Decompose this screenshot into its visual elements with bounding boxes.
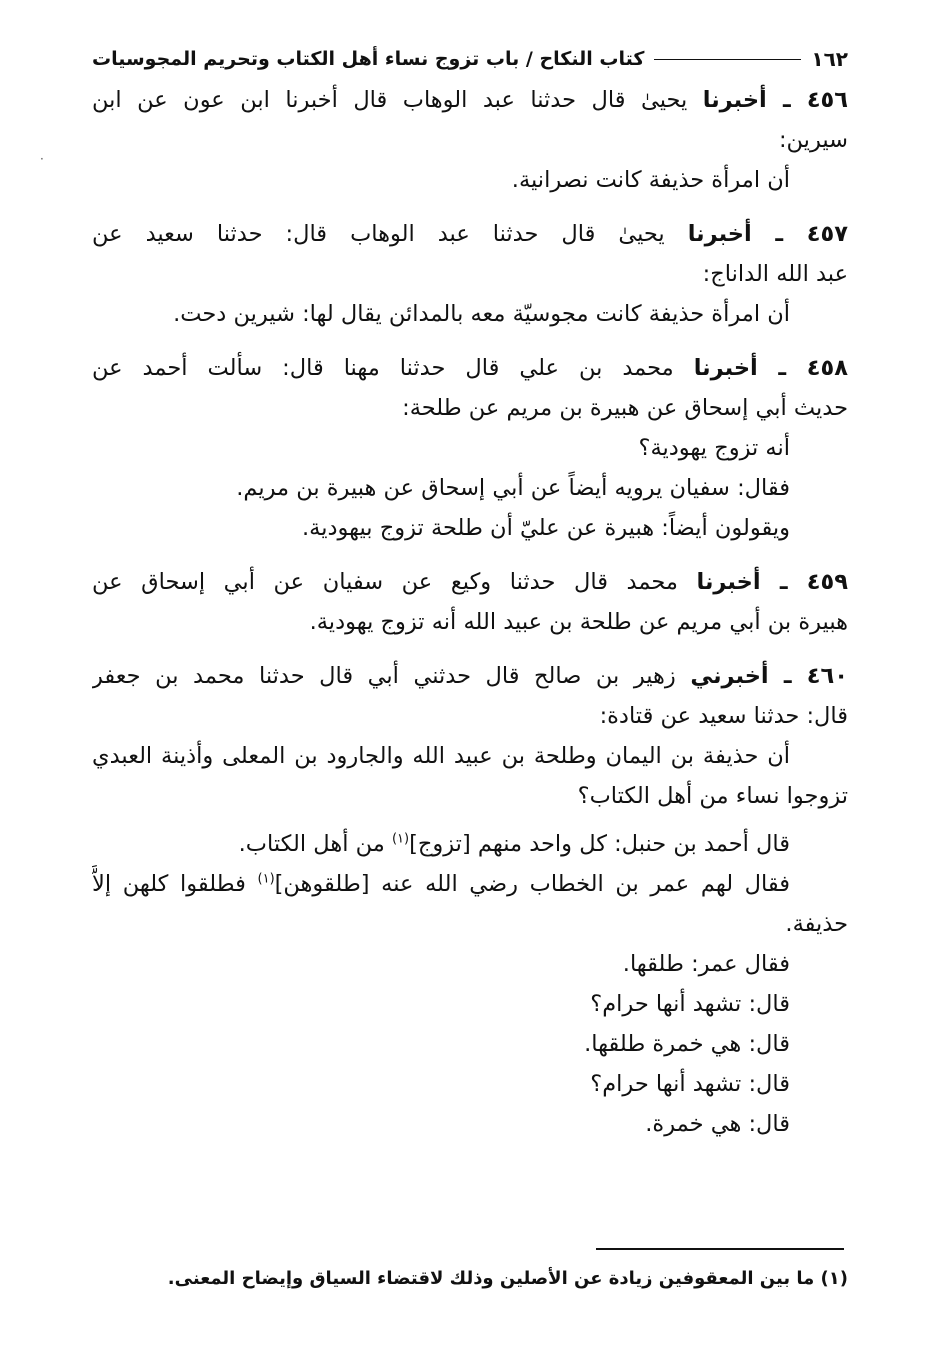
page-number: ١٦٢ — [811, 47, 848, 71]
footnote-ref: (١) — [257, 871, 275, 887]
hadith-line — [92, 80, 848, 120]
matn-text: تزوجوا نساء من أهل الكتاب؟ — [577, 783, 848, 809]
hadith-457 — [92, 214, 848, 334]
matn-segment: فطلقوا كلهن إلاَّ — [92, 871, 258, 897]
dialogue-line: فقال عمر: طلقها. — [622, 951, 790, 977]
matn-text: أن امرأة حذيفة كانت مجوسيّة معه بالمدائن يقال لها: شيرين دحت. — [173, 301, 790, 327]
footnote-ref: (١) — [391, 831, 410, 847]
hadith-number: ٤٥٧ — [806, 221, 848, 247]
hadith-line: هبيرة بن أبي مريم عن طلحة بن عبيد الله أنه تزوج يهودية. — [309, 609, 848, 635]
matn-segment: من أهل الكتاب. — [238, 831, 392, 857]
isnad-text: محمد بن علي قال حدثنا مهنا قال: سألت أحمد عن — [92, 355, 694, 381]
isnad-text: زهير بن صالح قال حدثني أبي قال حدثنا محمد بن جعفر — [92, 663, 691, 689]
isnad-text: يحيىٰ قال حدثنا عبد الوهاب قال أخبرنا ابن عون عن ابن — [92, 87, 703, 113]
hadith-number: ٤٥٨ — [806, 355, 848, 381]
matn-text: أن امرأة حذيفة كانت نصرانية. — [511, 167, 790, 193]
narration-keyword: أخبرنا — [702, 87, 767, 113]
hadith-line: سيرين: — [778, 127, 848, 153]
hadith-number: ٤٦٠ — [806, 663, 848, 689]
number-separator: ـ — [757, 355, 807, 381]
hadith-number: ٤٥٦ — [806, 87, 848, 113]
narration-keyword: أخبرنا — [693, 355, 758, 381]
dialogue-line: قال: تشهد أنها حرام؟ — [590, 1071, 790, 1097]
footnote: (١) ما بين المعقوفين زيادة عن الأصلين وذلك لاقتضاء السياق وإيضاح المعنى. — [167, 1268, 848, 1289]
matn-text — [92, 824, 848, 864]
hadith-number: ٤٥٩ — [806, 569, 848, 595]
hadith-line: قال: حدثنا سعيد عن قتادة: — [599, 703, 848, 729]
hadith-459 — [92, 562, 848, 642]
hadith-line: حديث أبي إسحاق عن هبيرة بن مريم عن طلحة: — [402, 395, 848, 421]
hadith-460 — [92, 656, 848, 1144]
hadith-line: عبد الله الداناج: — [702, 261, 848, 287]
matn-text: حذيفة. — [785, 911, 848, 937]
footnote-rule — [596, 1248, 844, 1250]
dialogue-line: قال: هي خمرة طلقها. — [584, 1031, 790, 1057]
narration-keyword: أخبرني — [690, 663, 769, 689]
hadith-line — [92, 348, 848, 388]
scan-speck: · — [40, 152, 44, 166]
hadith-line — [92, 214, 848, 254]
header-rule — [654, 59, 801, 60]
matn-segment: فقال لهم عمر بن الخطاب رضي الله عنه [طلقوهن] — [274, 871, 791, 897]
number-separator: ـ — [760, 569, 807, 595]
hadith-456 — [92, 80, 848, 200]
narration-keyword: أخبرنا — [696, 569, 761, 595]
page-header — [92, 44, 848, 74]
number-separator: ـ — [751, 221, 807, 247]
dialogue-line: قال: تشهد أنها حرام؟ — [590, 991, 790, 1017]
number-separator: ـ — [768, 663, 807, 689]
hadith-line — [92, 656, 848, 696]
narration-keyword: أخبرنا — [687, 221, 752, 247]
dialogue-line: قال: هي خمرة. — [645, 1111, 790, 1137]
book-page — [92, 44, 848, 1144]
hadith-458 — [92, 348, 848, 548]
matn-text: فقال: سفيان يرويه أيضاً عن أبي إسحاق عن هبيرة بن مريم. — [236, 475, 790, 501]
matn-text: أن حذيفة بن اليمان وطلحة بن عبيد الله والجارود بن المعلى وأذينة العبدي — [92, 743, 790, 769]
isnad-text: يحيىٰ قال حدثنا عبد الوهاب قال: حدثنا سعيد عن — [92, 221, 688, 247]
running-title: كتاب النكاح / باب تزوج نساء أهل الكتاب وتحريم المجوسيات — [92, 48, 645, 70]
hadith-line — [92, 562, 848, 602]
number-separator: ـ — [766, 87, 807, 113]
matn-text: ويقولون أيضاً: هبيرة عن عليّ أن طلحة تزوج بيهودية. — [302, 515, 790, 541]
matn-segment: قال أحمد بن حنبل: كل واحد منهم [تزوج] — [409, 831, 790, 857]
matn-text — [92, 864, 848, 904]
isnad-text: محمد قال حدثنا وكيع عن سفيان عن أبي إسحاق عن — [92, 569, 697, 595]
matn-text: أنه تزوج يهودية؟ — [638, 435, 790, 461]
